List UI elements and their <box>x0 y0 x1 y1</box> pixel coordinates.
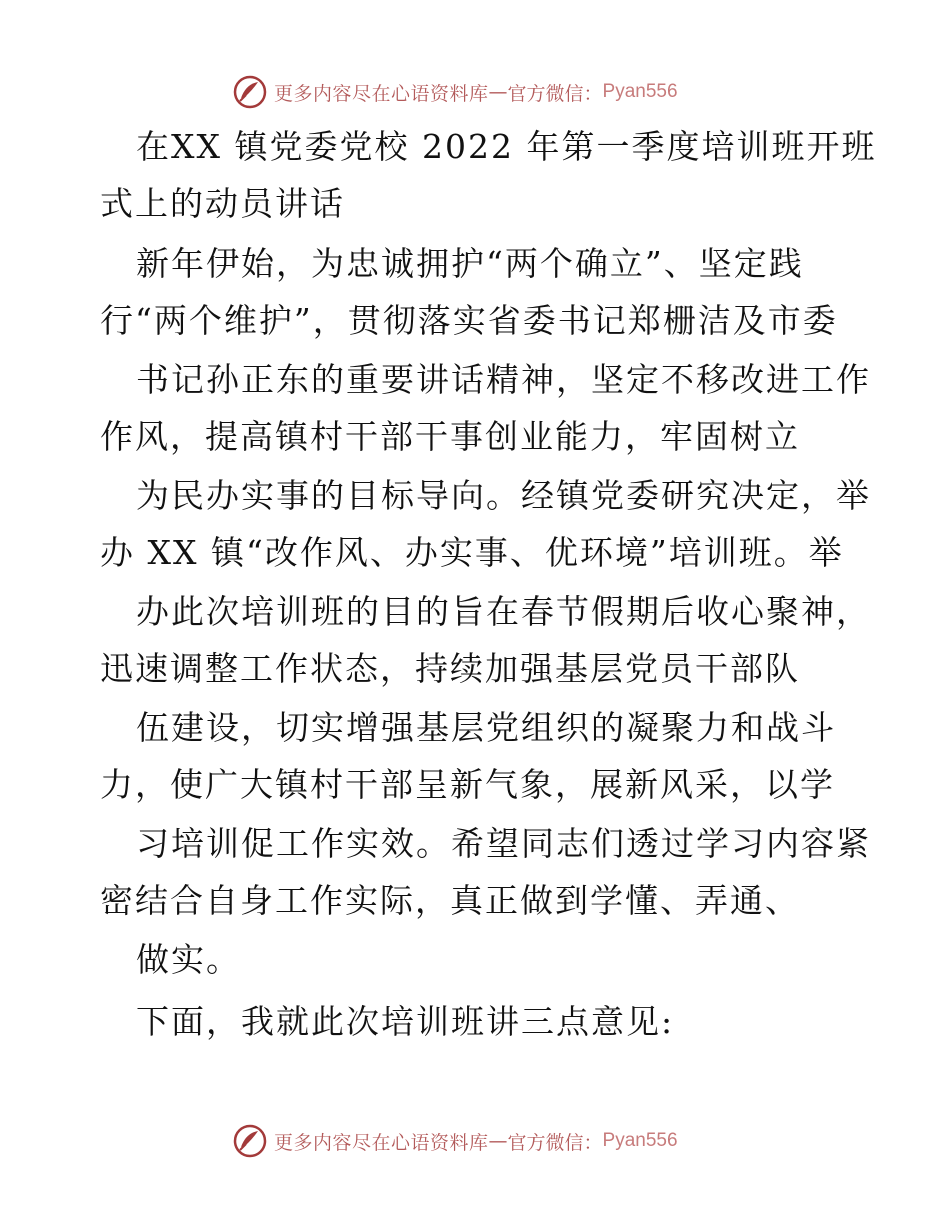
banner-wechat-id: Pyan556 <box>602 1130 678 1151</box>
body-line: 习培训促工作实效。希望同志们透过学习内容紧 <box>136 824 871 863</box>
body-line: 书记孙正东的重要讲话精神，坚定不移改进工作 <box>136 360 871 399</box>
banner-label: 官方微信： <box>507 1131 603 1154</box>
banner-text: 更多内容尽在心语资料库 <box>274 82 489 105</box>
body-line: 迅速调整工作状态，持续加强基层党员干部队 <box>100 649 800 688</box>
footer-banner <box>232 1121 678 1161</box>
body-line: 办此次培训班的目的旨在春节假期后收心聚神， <box>136 592 871 631</box>
body-line: 伍建设，切实增强基层党组织的凝聚力和战斗 <box>136 708 836 747</box>
banner-separator: — <box>488 81 508 103</box>
body-line: 下面，我就此次培训班讲三点意见: <box>136 1002 675 1041</box>
body-line: 办 XX 镇“改作风、办实事、优环境”培训班。举 <box>100 533 844 572</box>
banner-text: 更多内容尽在心语资料库 <box>274 1131 489 1154</box>
header-banner <box>232 72 678 112</box>
pen-logo-icon <box>232 74 268 110</box>
title-line-1: 在XX 镇党委党校 2022 年第一季度培训班开班 <box>136 127 877 166</box>
banner-label: 官方微信： <box>507 82 603 105</box>
body-line: 密结合自身工作实际，真正做到学懂、弄通、 <box>100 881 800 920</box>
banner-wechat-id: Pyan556 <box>602 81 678 102</box>
title-line-2: 式上的动员讲话 <box>100 184 345 223</box>
body-line: 作风，提高镇村干部干事创业能力，牢固树立 <box>100 417 800 456</box>
body-line: 做实。 <box>136 940 241 979</box>
pen-logo-icon <box>232 1123 268 1159</box>
body-line: 力，使广大镇村干部呈新气象，展新风采，以学 <box>100 765 835 804</box>
banner-separator: — <box>488 1130 508 1152</box>
body-line: 为民办实事的目标导向。经镇党委研究决定，举 <box>136 476 871 515</box>
body-line: 行“两个维护”，贯彻落实省委书记郑栅洁及市委 <box>100 301 838 340</box>
body-line: 新年伊始，为忠诚拥护“两个确立”、坚定践 <box>136 244 804 283</box>
